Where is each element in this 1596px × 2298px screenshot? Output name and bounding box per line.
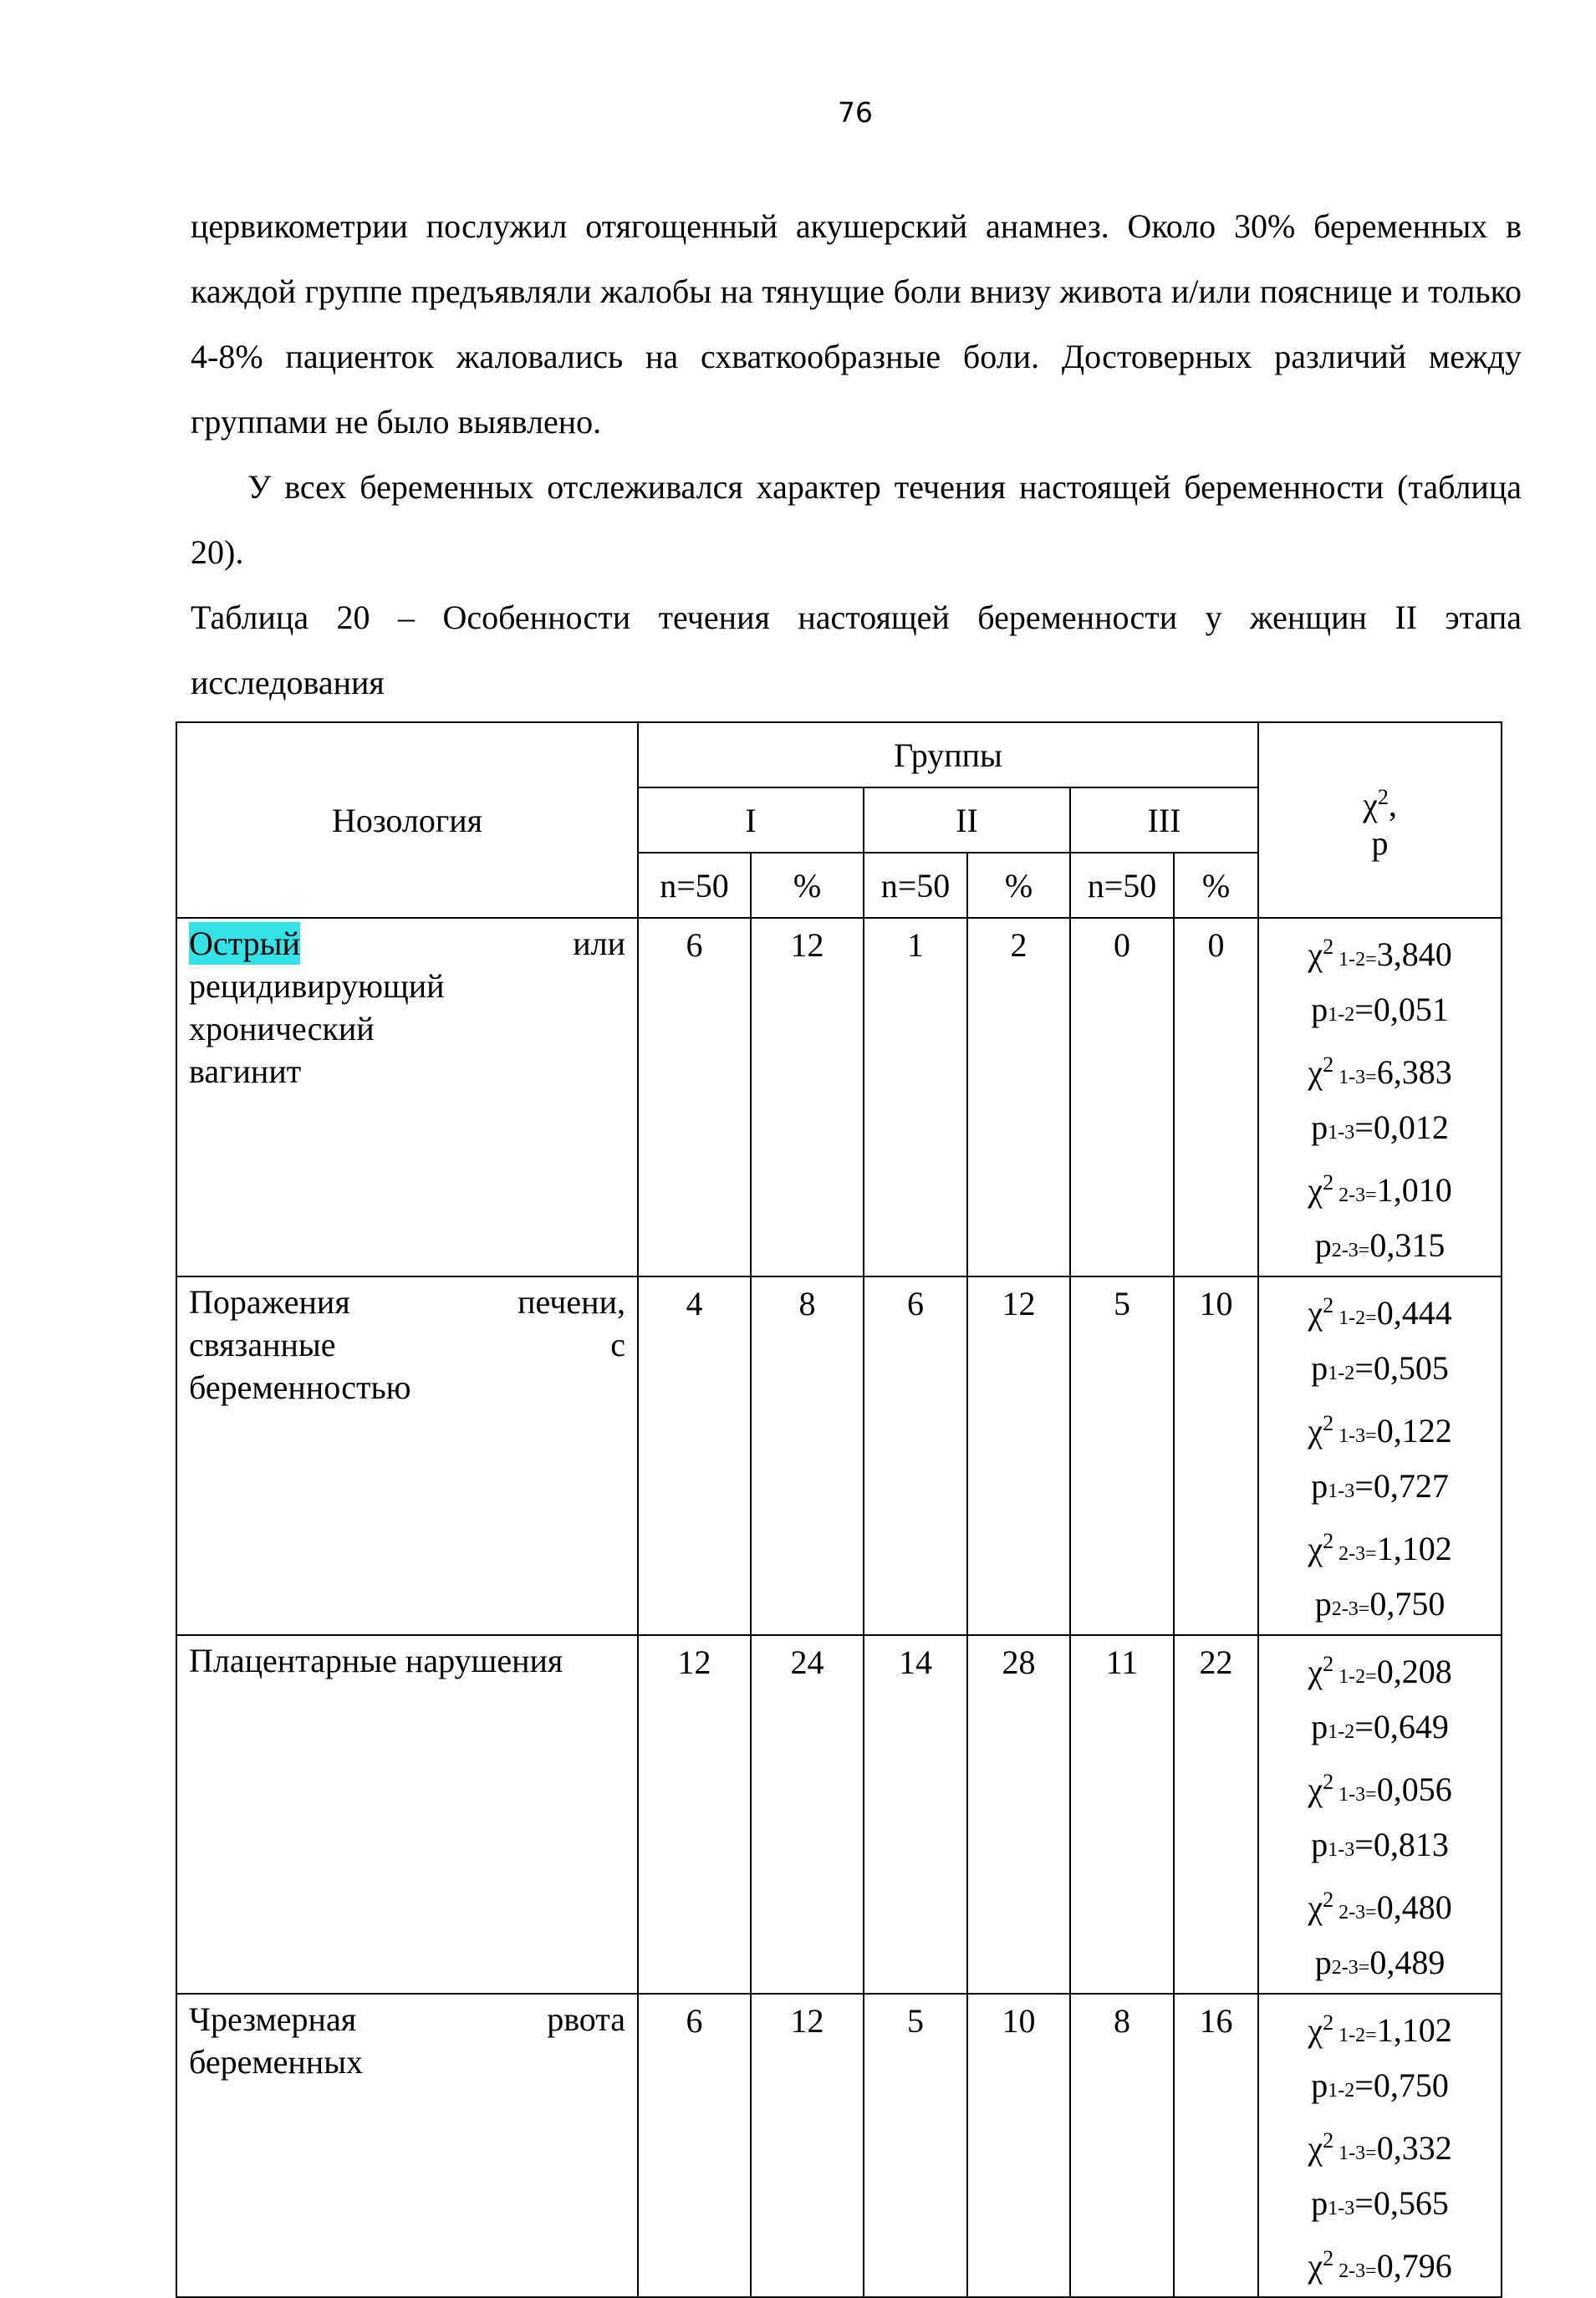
nosology-line: беременных bbox=[189, 2043, 364, 2081]
header-chi-p bbox=[1258, 722, 1502, 918]
value-cell: 11 bbox=[1070, 1635, 1174, 1994]
value-cell: 28 bbox=[967, 1635, 1070, 1994]
stat-line: p1-2=0,505 bbox=[1311, 1349, 1449, 1387]
stat-line: $\chi^2$ 2-3=1,102 bbox=[1308, 1529, 1452, 1567]
stat-line: $\chi^2$ 1-3=0,122 bbox=[1308, 1411, 1452, 1450]
stat-line: $\chi^2$ 1-2=1,102 bbox=[1308, 2010, 1452, 2049]
stat-line: $\chi^2$ 2-3=1,010 bbox=[1308, 1170, 1452, 1209]
value-cell: 6 bbox=[638, 1994, 751, 2297]
value-cell: 4 bbox=[638, 1276, 751, 1635]
value-cell: 6 bbox=[864, 1276, 967, 1635]
stats-cell bbox=[1258, 1994, 1502, 2297]
stat-line: p1-2=0,051 bbox=[1311, 991, 1449, 1028]
value-cell: 0 bbox=[1174, 918, 1258, 1276]
value-cell: 5 bbox=[864, 1994, 967, 2297]
stat-line: p1-2=0,649 bbox=[1311, 1708, 1449, 1745]
stat-line: p2-3=0,315 bbox=[1314, 1226, 1446, 1264]
value-cell: 22 bbox=[1174, 1635, 1258, 1994]
header-pct-1: % bbox=[751, 853, 864, 918]
header-group-1: I bbox=[638, 787, 864, 853]
stat-line: $\chi^2$ 1-2=0,208 bbox=[1308, 1652, 1452, 1690]
value-cell: 24 bbox=[751, 1635, 864, 1994]
nosology-line: Чрезмерная рвота bbox=[189, 2000, 625, 2038]
page-number: 76 bbox=[838, 96, 873, 129]
stats-cell bbox=[1258, 1635, 1502, 1994]
table-caption: Таблица 20 – Особенности течения настоящей беременности у женщин II этапа исследования bbox=[191, 599, 1522, 701]
table-row bbox=[176, 1994, 1502, 2297]
nosology-word: или bbox=[573, 925, 625, 962]
value-cell: 0 bbox=[1070, 918, 1174, 1276]
stat-line: $\chi^2$ 1-2=0,444 bbox=[1308, 1293, 1452, 1332]
nosology-cell bbox=[176, 1994, 638, 2297]
header-pct-3: % bbox=[1174, 853, 1258, 918]
stat-line: $\chi^2$ 1-3=0,056 bbox=[1308, 1770, 1452, 1808]
header-pct-2: % bbox=[967, 853, 1070, 918]
stat-line: p2-3=0,489 bbox=[1314, 1944, 1446, 1981]
header-chi-sup: 2 bbox=[1377, 784, 1389, 809]
header-n-2: n=50 bbox=[864, 853, 967, 918]
header-groups: Группы bbox=[638, 722, 1258, 787]
value-cell: 8 bbox=[1070, 1994, 1174, 2297]
value-cell: 5 bbox=[1070, 1276, 1174, 1635]
nosology-text: рецидивирующий хронический вагинит bbox=[189, 967, 445, 1090]
paragraph-2: У всех беременных отслеживался характер течения настоящей беременности (таблица 20). bbox=[191, 468, 1522, 571]
stat-line: p2-3=0,750 bbox=[1314, 1585, 1446, 1623]
header-chi-comma: , bbox=[1388, 785, 1397, 823]
highlighted-word: Острый bbox=[189, 922, 300, 965]
table-row bbox=[176, 918, 1502, 1276]
stat-line: p1-3=0,813 bbox=[1311, 1826, 1449, 1863]
value-cell: 10 bbox=[1174, 1276, 1258, 1635]
stat-line: $\chi^2$ 1-3=0,332 bbox=[1308, 2128, 1452, 2167]
value-cell: 1 bbox=[864, 918, 967, 1276]
stats-cell bbox=[1258, 1276, 1502, 1635]
stat-line: $\chi^2$ 2-3=0,796 bbox=[1308, 2246, 1452, 2285]
table-row bbox=[176, 1276, 1502, 1635]
nosology-line: связанные с bbox=[189, 1326, 625, 1363]
pregnancy-course-table bbox=[176, 721, 1502, 2298]
stat-line: $\chi^2$ 2-3=0,480 bbox=[1308, 1888, 1452, 1926]
value-cell: 16 bbox=[1174, 1994, 1258, 2297]
value-cell: 6 bbox=[638, 918, 751, 1276]
stat-line: p1-2=0,750 bbox=[1311, 2066, 1449, 2104]
header-nosology: Нозология bbox=[176, 722, 638, 918]
value-cell: 8 bbox=[751, 1276, 864, 1635]
header-group-3: III bbox=[1070, 787, 1258, 853]
stat-line: p1-3=0,012 bbox=[1311, 1108, 1449, 1146]
header-group-2: II bbox=[864, 787, 1070, 853]
value-cell: 12 bbox=[967, 1276, 1070, 1635]
header-p-symbol: p bbox=[1371, 823, 1389, 862]
nosology-cell bbox=[176, 1276, 638, 1635]
value-cell: 12 bbox=[638, 1635, 751, 1994]
value-cell: 12 bbox=[751, 918, 864, 1276]
stat-line: p1-3=0,727 bbox=[1311, 1467, 1449, 1505]
value-cell: 12 bbox=[751, 1994, 864, 2297]
nosology-line: беременностью bbox=[189, 1368, 411, 1406]
stat-line: $\chi^2$ 1-3=6,383 bbox=[1308, 1052, 1452, 1091]
header-chi-symbol: χ bbox=[1363, 785, 1378, 823]
nosology-cell: Плацентарные нарушения bbox=[176, 1635, 638, 1994]
stat-line: $\chi^2$ 1-2=3,840 bbox=[1308, 935, 1452, 973]
value-cell: 10 bbox=[967, 1994, 1070, 2297]
value-cell: 14 bbox=[864, 1635, 967, 1994]
stat-line: p1-3=0,565 bbox=[1311, 2184, 1449, 2222]
nosology-line bbox=[189, 922, 625, 965]
header-n-3: n=50 bbox=[1070, 853, 1174, 918]
paragraph-1: цервикометрии послужил отягощенный акушерский анамнез. Около 30% беременных в каждой группе предъявляли жалобы на тянущие боли внизу живота и/или пояснице и только 4-8% пациенток жаловались на схваткообразные боли. Достоверных различий между группами не было выявлено. bbox=[191, 207, 1522, 441]
header-n-1: n=50 bbox=[638, 853, 751, 918]
value-cell: 2 bbox=[967, 918, 1070, 1276]
stats-cell bbox=[1258, 918, 1502, 1276]
nosology-line: Поражения печени, bbox=[189, 1283, 625, 1321]
table-row bbox=[176, 1635, 1502, 1994]
nosology-cell bbox=[176, 918, 638, 1276]
